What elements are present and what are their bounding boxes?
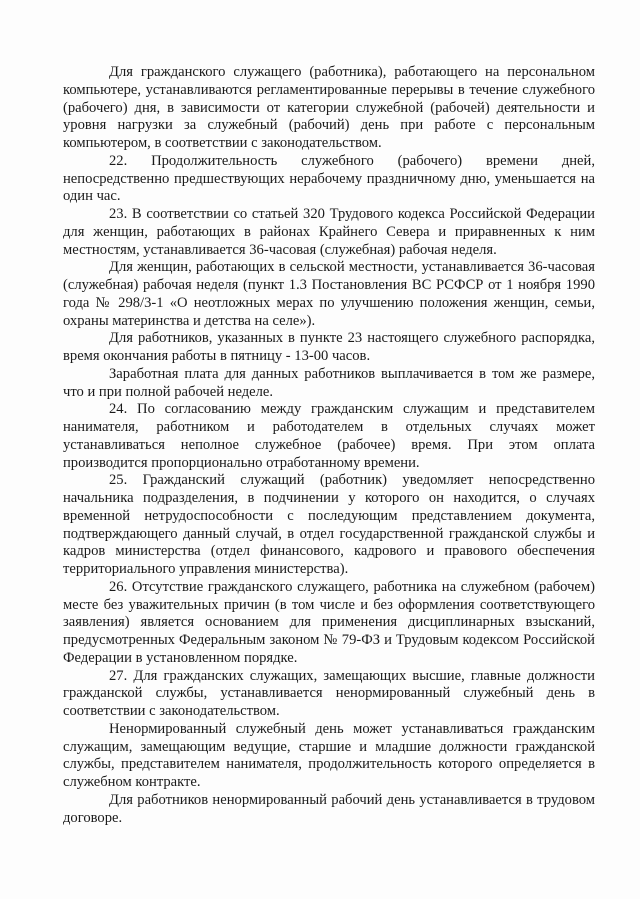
paragraph-friday-hours: Для работников, указанных в пункте 23 настоящего служебного распорядка, время окончания работы в пятницу - 13-00 часов. [63, 330, 595, 364]
paragraph-25: 25. Гражданский служащий (работник) уведомляет непосредственно начальника подразделения, в подчинении у которого он находится, о случаях временной нетрудоспособности с последующим представлением документа, подтверждающего данный случай, в отдел государственной гражданской службы и кадров министерства (отдел финансового, кадрового и правового обеспечения территориального управления министерства). [63, 472, 595, 577]
paragraph-27: 27. Для гражданских служащих, замещающих высшие, главные должности гражданской службы, устанавливается ненормированный служебный день в соответствии с законодательством. [63, 667, 595, 719]
paragraph-irregular-day: Ненормированный служебный день может устанавливаться гражданским служащим, замещающим ведущие, старшие и младшие должности гражданской службы, представителем нанимателя, продолжительность которого определяется в служебном контракте. [63, 720, 595, 790]
paragraph-rural-women: Для женщин, работающих в сельской местности, устанавливается 36-часовая (служебная) рабочая неделя (пункт 1.3 Постановления ВС РСФСР от 1 ноября 1990 года № 298/3-1 «О неотложных мерах по улучшению положения женщин, семьи, охраны материнства и детства на селе»). [63, 259, 595, 329]
paragraph-workers-contract: Для работников ненормированный рабочий день устанавливается в трудовом договоре. [63, 791, 595, 826]
paragraph-26: 26. Отсутствие гражданского служащего, работника на служебном (рабочем) месте без уважительных причин (в том числе и без оформления соответствующего заявления) является основанием для применения дисциплинарных взысканий, предусмотренных Федеральным законом № 79-ФЗ и Трудовым кодексом Российской Федерации в установленном порядке. [63, 578, 595, 666]
paragraph-salary: Заработная плата для данных работников выплачивается в том же размере, что и при полной рабочей неделе. [63, 365, 595, 400]
paragraph-22: 22. Продолжительность служебного (рабочего) времени дней, непосредственно предшествующих нерабочему праздничному дню, уменьшается на один час. [63, 152, 595, 205]
paragraph-24: 24. По согласованию между гражданским служащим и представителем нанимателя, работником и работодателем в отдельных случаях может устанавливаться неполное служебное (рабочее) время. При этом оплата производится пропорционально отработанному времени. [63, 401, 595, 471]
paragraph-pc-breaks: Для гражданского служащего (работника), работающего на персональном компьютере, устанавливаются регламентированные перерывы в течение служебного (рабочего) дня, в зависимости от категории служебной (рабочей) деятельности и уровня нагрузки за служебный (рабочий) день при работе с персональным компьютером, в соответствии с законодательством. [63, 64, 595, 151]
document-body [63, 64, 595, 827]
paragraph-23: 23. В соответствии со статьей 320 Трудового кодекса Российской Федерации для женщин, работающих в районах Крайнего Севера и приравненных к ним местностям, устанавливается 36-часовая (служебная) рабочая неделя. [63, 206, 595, 258]
